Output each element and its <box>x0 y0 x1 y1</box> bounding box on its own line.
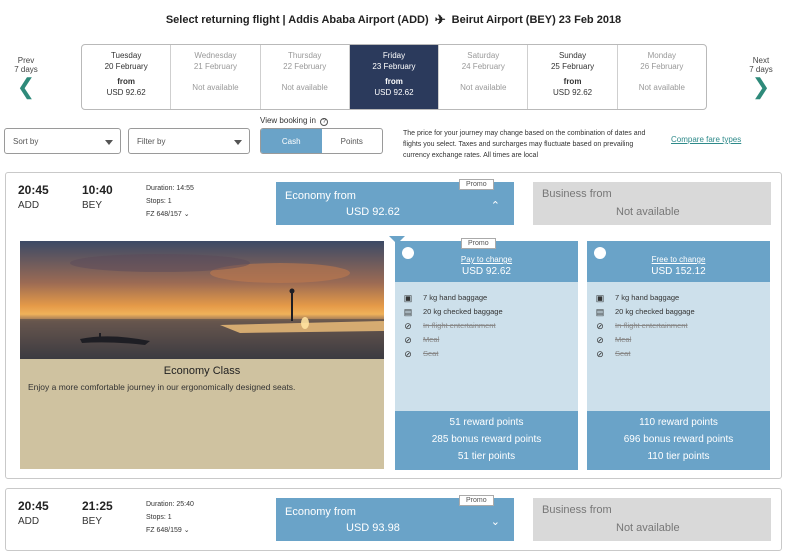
checked-baggage-icon: ▤ <box>403 307 413 317</box>
business-label: Business from <box>542 188 612 200</box>
stops: Stops: 1 <box>146 514 172 521</box>
date-date: 22 February <box>283 62 327 71</box>
arrive-code: BEY <box>82 200 103 211</box>
feature-row <box>593 305 695 319</box>
filter-by-select[interactable] <box>128 128 250 154</box>
sort-by-label: Sort by <box>13 137 39 146</box>
feature-text: Meal <box>423 335 440 344</box>
hand-baggage-icon: ▣ <box>595 293 605 303</box>
next-sub: 7 days <box>749 65 773 74</box>
feature-text: In-flight entertainment <box>615 321 688 330</box>
economy-label: Economy from <box>285 190 356 202</box>
date-day: Monday <box>647 51 677 60</box>
fare-price: USD 92.62 <box>462 266 511 277</box>
date-status: Not available <box>460 83 507 92</box>
date-cell-friday[interactable] <box>350 45 439 109</box>
chevron-down-icon: ⌄ <box>183 211 190 218</box>
arrive-time: 10:40 <box>82 183 113 197</box>
date-date: 24 February <box>461 62 505 71</box>
caret-down-icon <box>105 140 113 145</box>
seat-icon: ⊘ <box>596 349 604 359</box>
feature-text: In-flight entertainment <box>423 321 496 330</box>
fare-points <box>587 411 770 470</box>
promo-badge: Promo <box>459 495 494 506</box>
flight-number: FZ 648/159 <box>146 527 182 534</box>
date-day: Thursday <box>288 51 322 60</box>
reward-points: 110 reward points <box>639 417 718 428</box>
sort-by-select[interactable] <box>4 128 121 154</box>
fare-option-pay-to-change[interactable] <box>395 241 578 470</box>
feature-text: Meal <box>615 335 632 344</box>
checked-baggage-icon: ▤ <box>595 307 605 317</box>
fare-name-link[interactable]: Pay to change <box>460 255 513 264</box>
feature-row <box>401 347 503 361</box>
caret-down-icon <box>234 140 242 145</box>
date-day: Tuesday <box>110 51 142 60</box>
prev-7-days-button[interactable] <box>6 56 46 98</box>
date-strip <box>81 44 707 110</box>
view-booking-text: View booking in <box>260 116 316 125</box>
date-date: 26 February <box>640 62 684 71</box>
economy-price: USD 93.98 <box>346 522 400 534</box>
fare-option-free-to-change[interactable] <box>587 241 770 470</box>
date-status: Not available <box>638 83 685 92</box>
date-cell-thursday <box>261 45 350 109</box>
flight-card <box>5 488 782 551</box>
economy-label: Economy from <box>285 506 356 518</box>
chevron-down-icon: ⌄ <box>183 527 190 534</box>
header-destination: Beirut Airport (BEY) 23 Feb 2018 <box>451 14 622 26</box>
entertainment-icon: ⊘ <box>596 321 604 331</box>
arrive-time: 21:25 <box>82 499 113 513</box>
date-from: from <box>385 77 403 86</box>
feature-row <box>593 347 695 361</box>
fare-features <box>593 291 695 361</box>
date-cell-monday <box>618 45 706 109</box>
duration: Duration: 14:55 <box>146 185 194 192</box>
date-cell-saturday <box>439 45 528 109</box>
feature-row <box>593 333 695 347</box>
date-date: 23 February <box>372 62 416 71</box>
date-price: USD 92.62 <box>106 88 146 97</box>
date-price: USD 92.62 <box>552 88 593 97</box>
date-status: Not available <box>281 83 328 92</box>
depart-code: ADD <box>18 200 40 211</box>
feature-text: 20 kg checked baggage <box>615 307 695 316</box>
chevron-left-icon: ❮ <box>16 74 36 99</box>
economy-fare-button[interactable] <box>276 182 514 225</box>
header-title: Select returning flight | Addis Ababa Airport (ADD) <box>165 14 429 26</box>
class-title: Economy Class <box>163 365 241 377</box>
class-description: Enjoy a more comfortable journey in our ergonomically designed seats. <box>28 382 296 392</box>
entertainment-icon: ⊘ <box>404 321 412 331</box>
hand-baggage-icon: ▣ <box>403 293 413 303</box>
promo-badge: Promo <box>459 179 494 190</box>
date-day: Friday <box>382 51 406 60</box>
date-day: Wednesday <box>194 51 237 60</box>
fare-points <box>395 411 578 470</box>
flight-number-toggle[interactable] <box>146 524 194 537</box>
depart-time: 20:45 <box>18 183 49 197</box>
economy-price: USD 92.62 <box>346 206 400 218</box>
date-from: from <box>563 77 582 86</box>
feature-row <box>401 333 503 347</box>
date-cell-tuesday[interactable] <box>82 45 171 109</box>
business-fare-button <box>533 182 771 225</box>
fare-header <box>587 241 770 282</box>
chevron-down-icon: ⌄ <box>490 516 500 528</box>
page-header <box>0 12 787 28</box>
meal-icon: ⊘ <box>404 335 412 345</box>
business-status: Not available <box>616 522 680 534</box>
feature-text: Seat <box>423 349 439 358</box>
reward-points: 51 reward points <box>449 417 524 428</box>
flight-meta <box>146 498 194 537</box>
feature-row <box>593 319 695 333</box>
fare-features <box>401 291 503 361</box>
date-status: Not available <box>192 83 239 92</box>
date-from: from <box>117 77 136 86</box>
cash-points-toggle <box>260 128 383 154</box>
feature-text: 20 kg checked baggage <box>423 307 503 316</box>
fare-header <box>395 241 578 282</box>
promo-badge: Promo <box>461 238 496 249</box>
feature-text: Seat <box>615 349 631 358</box>
business-fare-button <box>533 498 771 541</box>
feature-row <box>401 291 503 305</box>
business-label: Business from <box>542 504 612 516</box>
economy-class-panel <box>20 241 384 469</box>
feature-row <box>401 305 503 319</box>
bonus-points: 696 bonus reward points <box>623 434 734 445</box>
feature-text: 7 kg hand baggage <box>615 293 680 302</box>
date-price: USD 92.62 <box>374 88 414 97</box>
price-disclaimer: The price for your journey may change based on the combination of dates and flights you select. Taxes and surcharges may fluctuate based on prevailing currency exchange rates. All times are local <box>403 130 646 159</box>
beach-sunset-photo <box>20 241 384 359</box>
date-date: 21 February <box>193 62 237 71</box>
date-day: Saturday <box>467 51 500 60</box>
flight-meta <box>146 182 194 221</box>
date-cell-sunday[interactable] <box>528 45 617 109</box>
plane-icon: ✈ <box>434 12 446 27</box>
date-date: 20 February <box>104 62 148 71</box>
compare-fare-types-link[interactable]: Compare fare types <box>671 135 742 144</box>
points-toggle-button[interactable]: Points <box>340 137 363 146</box>
depart-code: ADD <box>18 516 40 527</box>
flight-number: FZ 648/157 <box>146 211 182 218</box>
info-icon[interactable]: ? <box>320 118 328 126</box>
bonus-points: 285 bonus reward points <box>431 434 542 445</box>
stops: Stops: 1 <box>146 198 172 205</box>
flight-number-toggle[interactable] <box>146 208 194 221</box>
date-cell-wednesday <box>171 45 260 109</box>
depart-time: 20:45 <box>18 499 49 513</box>
filter-by-label: Filter by <box>137 137 166 146</box>
feature-row <box>593 291 695 305</box>
fare-name-link[interactable]: Free to change <box>651 255 706 264</box>
tier-points: 110 tier points <box>647 451 710 462</box>
meal-icon: ⊘ <box>596 335 604 345</box>
tier-points: 51 tier points <box>457 451 516 462</box>
chevron-right-icon: ❯ <box>751 74 771 99</box>
view-booking-label <box>260 116 328 126</box>
prev-sub: 7 days <box>14 65 38 74</box>
chevron-up-icon: ⌃ <box>490 200 500 212</box>
seat-icon: ⊘ <box>404 349 412 359</box>
economy-fare-button[interactable] <box>276 498 514 541</box>
feature-row <box>401 319 503 333</box>
arrive-code: BEY <box>82 516 103 527</box>
prev-label: Prev <box>17 56 35 65</box>
flight-card <box>5 172 782 479</box>
date-date: 25 February <box>550 62 595 71</box>
business-status: Not available <box>616 206 680 218</box>
duration: Duration: 25:40 <box>146 501 194 508</box>
next-label: Next <box>752 56 770 65</box>
feature-text: 7 kg hand baggage <box>423 293 488 302</box>
next-7-days-button[interactable] <box>741 56 781 98</box>
cash-toggle-button[interactable]: Cash <box>261 129 322 153</box>
date-day: Sunday <box>558 51 587 60</box>
fare-price: USD 152.12 <box>651 266 706 277</box>
